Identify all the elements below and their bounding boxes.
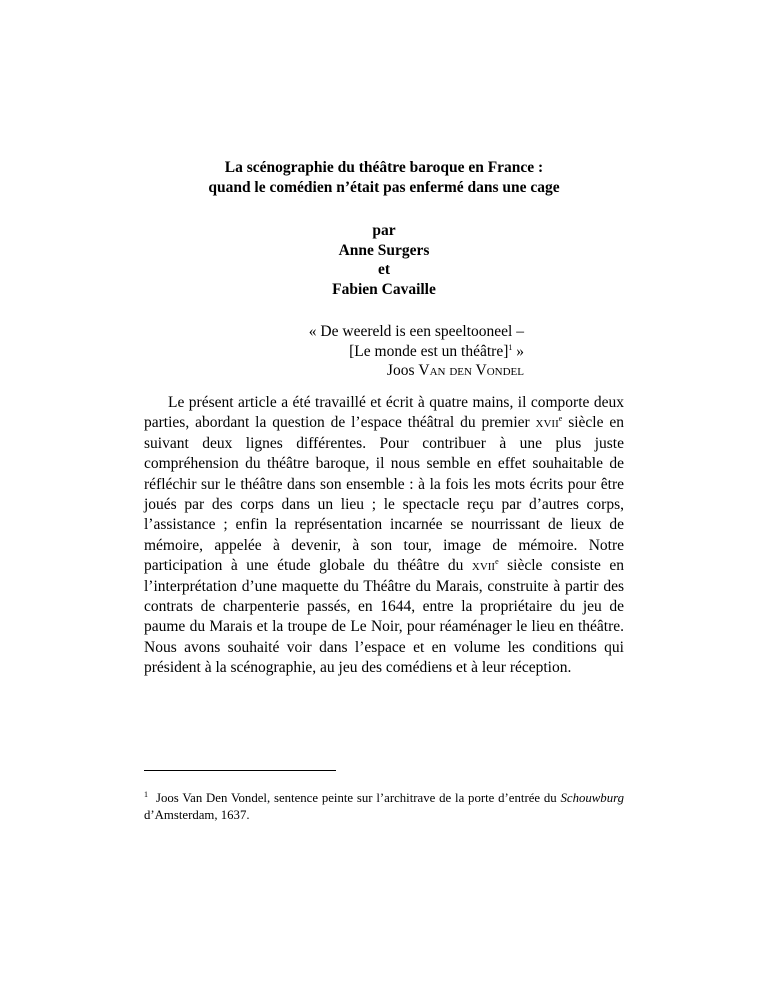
epigraph-line-2 [309,342,524,362]
footnote [144,790,624,823]
paragraph-part-1: Le présent article a été travaillé et écrit à quatre mains, il comporte deux parties, abordant la question de l’espace théâtral du premier [144,394,624,432]
footnote-number: 1 [144,790,148,799]
epigraph-author-first: Joos [386,362,419,379]
byline-par: par [372,222,396,239]
paragraph-part-3: siècle consiste en l’interprétation d’une maquette du Théâtre du Marais, construite à partir des contrats de charpenterie passés, en 1644, entre la propriétaire du jeu de paume du Marais et la troupe de Le Noir, pour réaménager le lieu en théâtre. Nous avons souhaité voir dans l’espace et en volume les conditions qui président à la scénographie, au jeu des comédiens et à leur réception. [144,557,624,677]
footnote-italic: Schouwburg [560,791,624,805]
title-line-1: La scénographie du théâtre baroque en France : [224,159,544,176]
footnote-text-1: Joos Van Den Vondel, sentence peinte sur l’architrave de la porte d’entrée du [156,791,561,805]
epigraph-author-last: Van den Vondel [418,362,524,379]
footnote-text-2: d’Amsterdam, 1637. [144,807,250,822]
epigraph-translation: [Le monde est un théâtre] [349,342,509,360]
epigraph [309,322,524,381]
paragraph-part-2: siècle en suivant deux lignes différentes. Pour contribuer à une plus juste compréhension du théâtre baroque, il nous semble en effet souhaitable de réfléchir sur le théâtre dans son ensemble : à la fois les mots écrits pour être joués par des corps dans un lieu ; le spectacle reçu par d’autres corps, l’assistance ; enfin la représentation incarnée se nourrissant de lieux de mémoire, appelée à devenir, à son tour, image de mémoire. Notre participation à une étude globale du théâtre du [144,414,624,575]
article-title [0,158,768,198]
title-line-2: quand le comédien n’était pas enfermé dans une cage [208,179,560,196]
epigraph-line-1: « De weereld is een speeltooneel – [308,323,524,340]
century-sup-1: e [558,414,563,424]
epigraph-author [309,361,524,381]
century-numeral-1: xvii [535,414,559,432]
author-1: Anne Surgers [338,241,430,259]
author-2: Fabien Cavaille [332,280,436,298]
body-paragraph [144,393,624,679]
byline [0,221,768,299]
byline-et: et [377,261,391,278]
epigraph-close-quote: » [512,342,524,360]
footnote-ref[interactable]: 1 [508,342,513,352]
footnote-separator [144,770,336,771]
century-numeral-2: xvii [471,557,496,575]
century-sup-2: e [495,557,499,567]
